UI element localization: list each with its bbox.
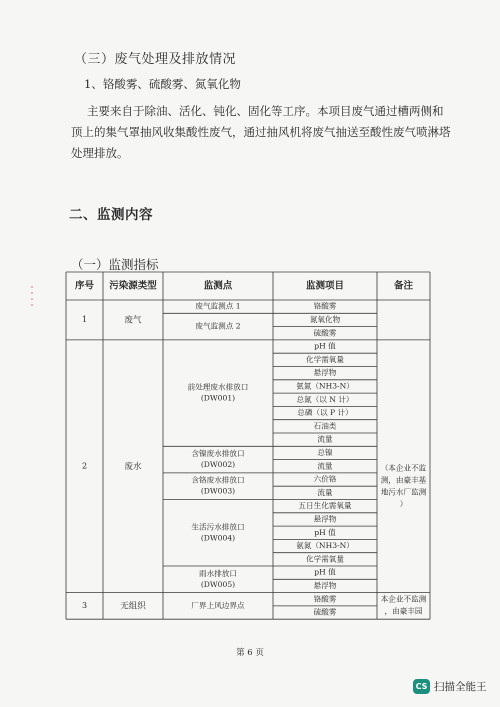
monitoring-point-label: 废气监测点 1: [195, 301, 241, 311]
monitoring-point-label: 生活污水排放口: [191, 522, 245, 532]
item-cell: 硫酸雾: [313, 328, 337, 338]
item-cell: 流量: [317, 434, 333, 444]
monitoring-point-label: (DW003): [200, 486, 236, 496]
subsection-heading: （一）监测指标: [71, 257, 159, 272]
monitoring-point-label: 含镍废水排放口: [191, 449, 245, 459]
monitoring-point-label: 前处理废水排放口: [187, 382, 249, 392]
remark-text: ，由豪丰园: [384, 606, 423, 616]
camscanner-watermark: [413, 679, 487, 694]
monitoring-point-label: 含铬废水排放口: [191, 475, 245, 485]
monitoring-point-label: (DW001): [200, 393, 236, 403]
item-cell: 氮氧化物: [309, 314, 341, 324]
monitoring-point-label: 厂界上风边界点: [191, 600, 245, 610]
item-cell: pH 值: [314, 527, 336, 537]
camscanner-logo-icon: CS: [413, 679, 430, 694]
item-cell: 六价铬: [313, 474, 337, 484]
remark-text: 本企业不监测: [380, 594, 427, 604]
item-cell: 铬酸雾: [313, 301, 337, 311]
item-cell: 化学需氧量: [306, 554, 344, 564]
remark-text: （本企业不监: [380, 463, 427, 473]
header-cell-2: 监测点: [203, 280, 233, 292]
item-cell: 流量: [317, 461, 333, 471]
monitoring-point-label: (DW002): [200, 460, 236, 470]
item-cell: 五日生化需氧量: [298, 501, 352, 511]
remark-text: ）: [399, 499, 408, 509]
camscanner-app-name: 扫描全能王: [434, 681, 487, 693]
remark-text: 地污水厂监测: [380, 487, 427, 497]
item-cell: 悬浮物: [313, 514, 337, 524]
monitoring-point-label: (DW005): [200, 579, 236, 589]
page-number: 第 6 页: [236, 648, 264, 658]
item-cell: 流量: [317, 487, 333, 497]
row-number: 1: [81, 314, 88, 324]
item-cell: pH 值: [314, 567, 336, 577]
header-cell-4: 备注: [393, 280, 414, 292]
pollutant-list-item: 1、铬酸雾、硫酸雾、氮氧化物: [84, 77, 241, 91]
header-cell-3: 监测项目: [305, 280, 345, 292]
header-cell-1: 污染源类型: [109, 280, 157, 292]
item-cell: pH 值: [314, 341, 336, 351]
header-cell-0: 序号: [74, 280, 95, 292]
item-cell: 氨氮（NH3-N）: [296, 541, 354, 551]
item-cell: 氨氮（NH3-N）: [296, 381, 354, 391]
item-cell: 总磷（以 P 计）: [297, 408, 353, 418]
monitoring-point-label: (DW004): [200, 533, 236, 543]
item-cell: 总镍: [317, 447, 333, 457]
item-cell: 铬酸雾: [313, 594, 337, 604]
item-cell: 硫酸雾: [313, 607, 337, 617]
item-cell: 悬浮物: [313, 580, 337, 590]
item-cell: 总氮（以 N 计）: [296, 394, 354, 404]
body-paragraph-text: 主要来自于除油、活化、钝化、固化等工序。本项目废气通过槽两侧和顶上的集气罩抽风收集酸性废气，通过抽风机将废气抽送至酸性废气喷淋塔处理排放。: [71, 104, 451, 160]
item-cell: 化学需氧量: [306, 354, 344, 364]
monitoring-point-label: 废气监测点 2: [195, 321, 241, 331]
item-cell: 石油类: [313, 421, 337, 431]
row-number: 3: [81, 600, 88, 610]
row-number: 2: [81, 461, 88, 471]
item-cell: 悬浮物: [313, 368, 337, 378]
remark-text: 测，由豪丰基: [380, 475, 427, 485]
chapter-heading: 二、监测内容: [69, 207, 153, 223]
pollutant-type: 废水: [124, 461, 142, 472]
pollutant-type: 无组织: [120, 601, 146, 612]
section-heading: （三）废气处理及排放情况: [74, 52, 237, 67]
pollutant-type: 废气: [124, 315, 142, 326]
monitoring-point-label: 雨水排放口: [199, 568, 237, 578]
